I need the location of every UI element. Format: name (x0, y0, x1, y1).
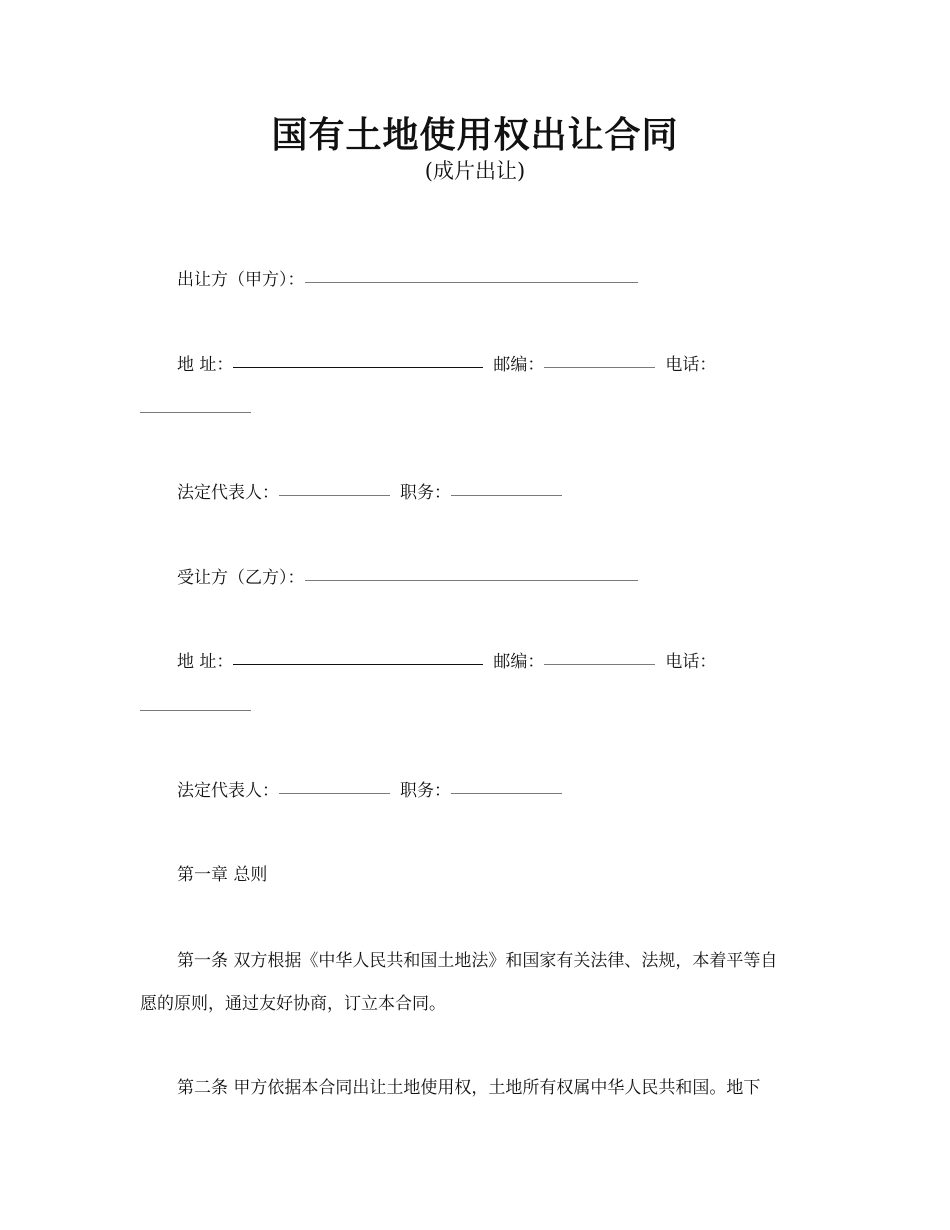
grantee-address-label: 地 址： (177, 652, 234, 672)
grantor-position-label: 职务： (400, 483, 451, 503)
grantee-address-blank[interactable] (233, 663, 483, 665)
grantor-rep-label: 法定代表人： (177, 483, 279, 503)
grantee-party-row (177, 566, 638, 590)
article-2-line-1: 第二条 甲方依据本合同出让土地使用权，土地所有权属中华人民共和国。地下 (177, 1078, 761, 1098)
grantor-address-blank[interactable] (233, 366, 483, 368)
grantee-rep-row (177, 779, 562, 803)
grantor-phone-label: 电话： (665, 355, 717, 375)
grantor-address-row (177, 353, 716, 377)
document-subtitle: (成片出让) (424, 159, 526, 183)
grantee-position-blank[interactable] (451, 792, 562, 794)
grantee-rep-label: 法定代表人： (177, 781, 279, 801)
grantee-phone-blank[interactable] (140, 709, 251, 711)
grantee-party-label: 受让方（乙方）： (177, 568, 305, 588)
grantor-postcode-blank[interactable] (544, 366, 655, 368)
grantor-postcode-label: 邮编： (493, 355, 545, 375)
grantee-position-label: 职务： (400, 781, 451, 801)
grantor-party-label: 出让方（甲方）： (177, 270, 305, 290)
grantee-address-row (177, 650, 716, 674)
grantor-rep-row (177, 481, 562, 505)
grantee-postcode-label: 邮编： (493, 652, 545, 672)
grantor-phone-row (140, 398, 251, 422)
grantor-party-blank[interactable] (305, 281, 638, 283)
article-1-line-2: 愿的原则，通过友好协商，订立本合同。 (140, 994, 446, 1014)
grantor-phone-blank[interactable] (140, 411, 251, 413)
grantee-phone-label: 电话： (665, 652, 717, 672)
grantor-party-row (177, 268, 638, 292)
grantor-rep-blank[interactable] (279, 494, 390, 496)
document-title: 国有土地使用权出让合同 (271, 115, 679, 156)
grantee-phone-row (140, 696, 251, 720)
chapter-heading: 第一章 总则 (177, 865, 268, 885)
grantee-rep-blank[interactable] (279, 792, 390, 794)
grantor-position-blank[interactable] (451, 494, 562, 496)
grantee-postcode-blank[interactable] (544, 663, 655, 665)
grantee-party-blank[interactable] (305, 579, 638, 581)
grantor-address-label: 地 址： (177, 355, 234, 375)
article-1-line-1: 第一条 双方根据《中华人民共和国土地法》和国家有关法律、法规，本着平等自 (177, 951, 778, 971)
